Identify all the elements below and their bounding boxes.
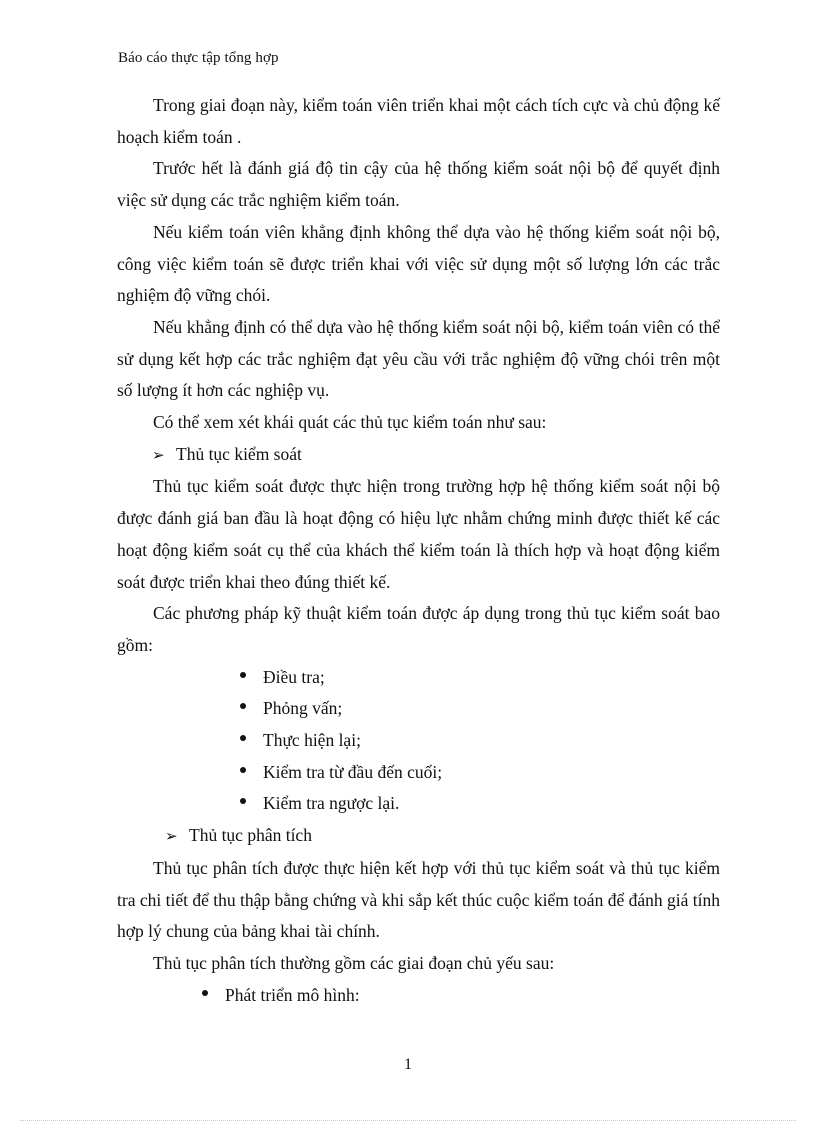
- list-item-label: Thực hiện lại;: [263, 730, 361, 751]
- paragraph: Các phương pháp kỹ thuật kiểm toán được áp dụng trong thủ tục kiểm soát bao gồm:: [117, 603, 720, 655]
- paragraph: Thủ tục kiểm soát được thực hiện trong trường hợp hệ thống kiểm soát nội bộ được đánh giá ban đầu là hoạt động có hiệu lực nhằm chứng minh được thiết kế các hoạt động kiểm soát cụ thể của khách thể kiểm toán là thích hợp và hoạt động kiểm soát được triển khai theo đúng thiết kế.: [117, 476, 720, 592]
- document-body: [117, 90, 720, 1011]
- section-heading-analysis: [117, 820, 720, 853]
- control-methods-list: [117, 662, 720, 821]
- page-header: Báo cáo thực tập tổng hợp: [118, 50, 279, 66]
- list-item: [117, 757, 720, 789]
- list-item: [117, 662, 720, 694]
- list-item-label: Điều tra;: [263, 666, 325, 687]
- section-heading-label: Thủ tục phân tích: [189, 825, 312, 846]
- paragraph: Trước hết là đánh giá độ tin cậy của hệ thống kiểm soát nội bộ để quyết định việc sử dụng các trắc nghiệm kiểm toán.: [117, 158, 720, 211]
- paragraph: Có thể xem xét khái quát các thủ tục kiểm toán như sau:: [153, 412, 547, 433]
- list-item-label: Kiểm tra ngược lại.: [263, 793, 400, 814]
- list-item-label: Phỏng vấn;: [263, 698, 343, 719]
- paragraph: Trong giai đoạn này, kiểm toán viên triển khai một cách tích cực và chủ động kế hoạch kiểm toán .: [117, 95, 720, 147]
- arrow-right-icon: ➢: [165, 827, 178, 846]
- list-item: [117, 788, 720, 820]
- list-item: [117, 725, 720, 757]
- list-item: [117, 980, 720, 1012]
- paragraph: Nếu kiểm toán viên khẳng định không thể dựa vào hệ thống kiểm soát nội bộ, công việc kiểm toán sẽ được triển khai với việc sử dụng một số lượng lớn các trắc nghiệm độ vững chói.: [117, 221, 720, 306]
- list-item: [117, 693, 720, 725]
- section-heading-control: [117, 439, 720, 472]
- paragraph: Thủ tục phân tích được thực hiện kết hợp với thủ tục kiểm soát và thủ tục kiểm tra chi tiết để thu thập bằng chứng và khi sắp kết thúc cuộc kiểm toán để đánh giá tính hợp lý chung của bảng khai tài chính.: [117, 857, 720, 942]
- page-bottom-divider: [20, 1120, 796, 1121]
- page-number: 1: [404, 1056, 412, 1073]
- paragraph: Thủ tục phân tích thường gồm các giai đoạn chủ yếu sau:: [153, 952, 555, 973]
- analysis-stages-list: [117, 980, 720, 1012]
- paragraph: Nếu khẳng định có thể dựa vào hệ thống kiểm soát nội bộ, kiểm toán viên có thể sử dụng kết hợp các trắc nghiệm đạt yêu cầu với trắc nghiệm độ vững chói trên một số lượng ít hơn các nghiệp vụ.: [117, 316, 720, 401]
- section-heading-label: Thủ tục kiểm soát: [176, 443, 302, 464]
- list-item-label: Kiểm tra từ đầu đến cuối;: [263, 761, 443, 782]
- arrow-right-icon: ➢: [152, 445, 165, 464]
- list-item-label: Phát triển mô hình:: [225, 984, 360, 1005]
